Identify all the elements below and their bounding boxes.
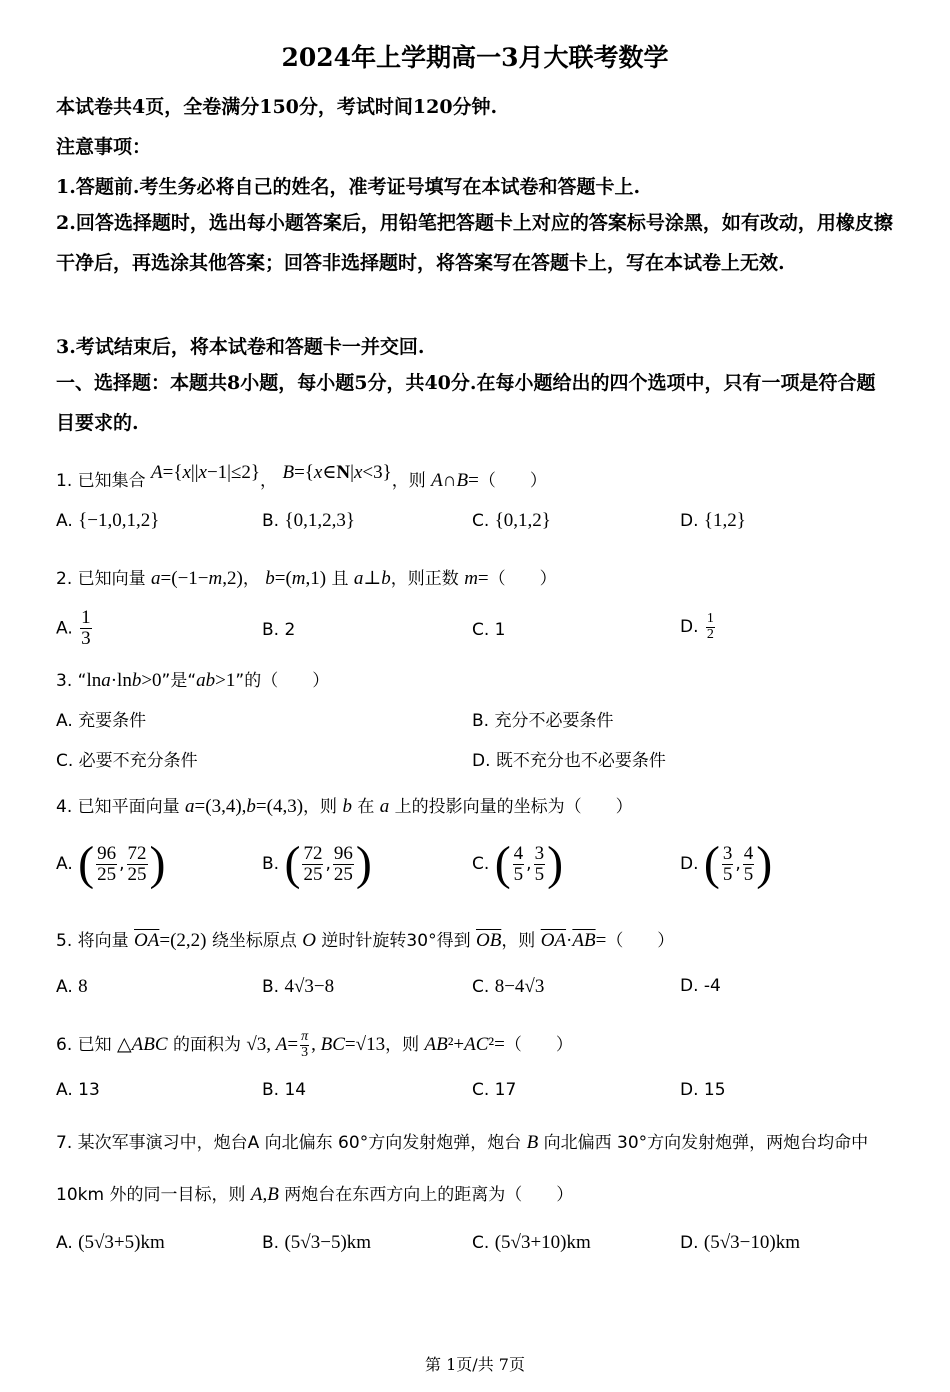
question-5-stem: 5. 将向量 $\overline{OA}=(2,2)$ 绕坐标原点 O 逆时针旋转30°得到 $\overline{OB}$，则 $\overline{OA}\cdot\overline{AB}=$（ ） [56, 930, 675, 951]
q1-option-b: B. {0,1,2,3} [262, 510, 355, 531]
exam-info: 本试卷共4页，全卷满分150分，考试时间120分钟. [56, 96, 498, 118]
q5-option-c: C. 8−4√3 [472, 976, 545, 997]
page-title: 2024年上学期高一3月大联考数学 [281, 43, 669, 72]
notice-item-2: 2.回答选择题时，选出每小题答案后，用铅笔把答题卡上对应的答案标号涂黑，如有改动，用橡皮擦干净后，再选涂其他答案；回答非选择题时，将答案写在答题卡上，写在本试卷上无效. [56, 212, 893, 274]
page-number: 第 1页/共 7页 [425, 1355, 525, 1374]
q5-option-d: D. -4 [680, 976, 721, 996]
q7-option-b: B. (5√3−5)km [262, 1232, 372, 1253]
question-6-stem: 6. 已知 △ABC 的面积为 √3, A= $\frac{\pi}{3}$ , BC=√13，则 AB²+AC²=（ ） [56, 1029, 573, 1060]
q1-option-d: D. {1,2} [680, 510, 746, 531]
q2-option-a: A. $\frac{1}{3}$ [56, 607, 91, 649]
q3-option-d: D. 既不充分也不必要条件 [472, 751, 666, 771]
q2-option-b: B. 2 [262, 620, 296, 640]
q2-option-d: D. $\frac{1}{2}$ [680, 611, 714, 642]
question-7-stem-line2: 10km 外的同一目标，则 A,B 两炮台在东西方向上的距离为（ ） [56, 1184, 574, 1205]
question-1-stem: 1. 已知集合 A={x||x−1|≤2}， B={x∈N|x<3}，则 A∩B=（ ） [56, 462, 547, 491]
q1-option-a: A. {−1,0,1,2} [56, 510, 160, 531]
section-heading: 一、选择题：本题共8小题，每小题5分，共40分.在每小题给出的四个选项中，只有一项是符合题目要求的. [56, 372, 876, 434]
q6-option-c: C. 17 [472, 1080, 517, 1100]
q5-option-b: B. 4√3−8 [262, 976, 335, 997]
q4-option-b: B. ( $\frac{72}{25}$ , $\frac{96}{25}$ ) [262, 837, 372, 890]
q2-option-c: C. 1 [472, 620, 506, 640]
q6-option-b: B. 14 [262, 1080, 307, 1100]
q6-option-d: D. 15 [680, 1080, 726, 1100]
q7-option-a: A. (5√3+5)km [56, 1232, 165, 1253]
q7-option-c: C. (5√3+10)km [472, 1232, 591, 1253]
question-2-stem: 2. 已知向量 a=(−1−m,2)， b=(m,1) 且 a⊥b，则正数 m=（ ） [56, 568, 557, 589]
q4-option-a: A. ( $\frac{96}{25}$ , $\frac{72}{25}$ ) [56, 837, 166, 890]
q3-option-c: C. 必要不充分条件 [56, 751, 198, 771]
notice-heading: 注意事项： [56, 136, 152, 158]
q7-option-d: D. (5√3−10)km [680, 1232, 800, 1253]
q4-option-c: C. ( $\frac{4}{5}$ , $\frac{3}{5}$ ) [472, 837, 564, 890]
question-4-stem: 4. 已知平面向量 a=(3,4),b=(4,3)，则 b 在 a 上的投影向量的坐标为（ ） [56, 796, 633, 817]
notice-item-1: 1.答题前.考生务必将自己的姓名，准考证号填写在本试卷和答题卡上. [56, 176, 641, 198]
question-7-stem-line1: 7. 某次军事演习中，炮台A 向北偏东 60°方向发射炮弹，炮台 B 向北偏西 30°方向发射炮弹，两炮台均命中 [56, 1132, 869, 1153]
q3-option-a: A. 充要条件 [56, 711, 147, 731]
q6-option-a: A. 13 [56, 1080, 100, 1100]
question-3-stem: 3. “lna·lnb>0”是“ab>1”的（ ） [56, 670, 330, 691]
notice-item-3: 3.考试结束后，将本试卷和答题卡一并交回. [56, 336, 425, 358]
q5-option-a: A. 8 [56, 976, 88, 997]
q1-option-c: C. {0,1,2} [472, 510, 551, 531]
q4-option-d: D. ( $\frac{3}{5}$ , $\frac{4}{5}$ ) [680, 837, 773, 890]
q3-option-b: B. 充分不必要条件 [472, 711, 614, 731]
